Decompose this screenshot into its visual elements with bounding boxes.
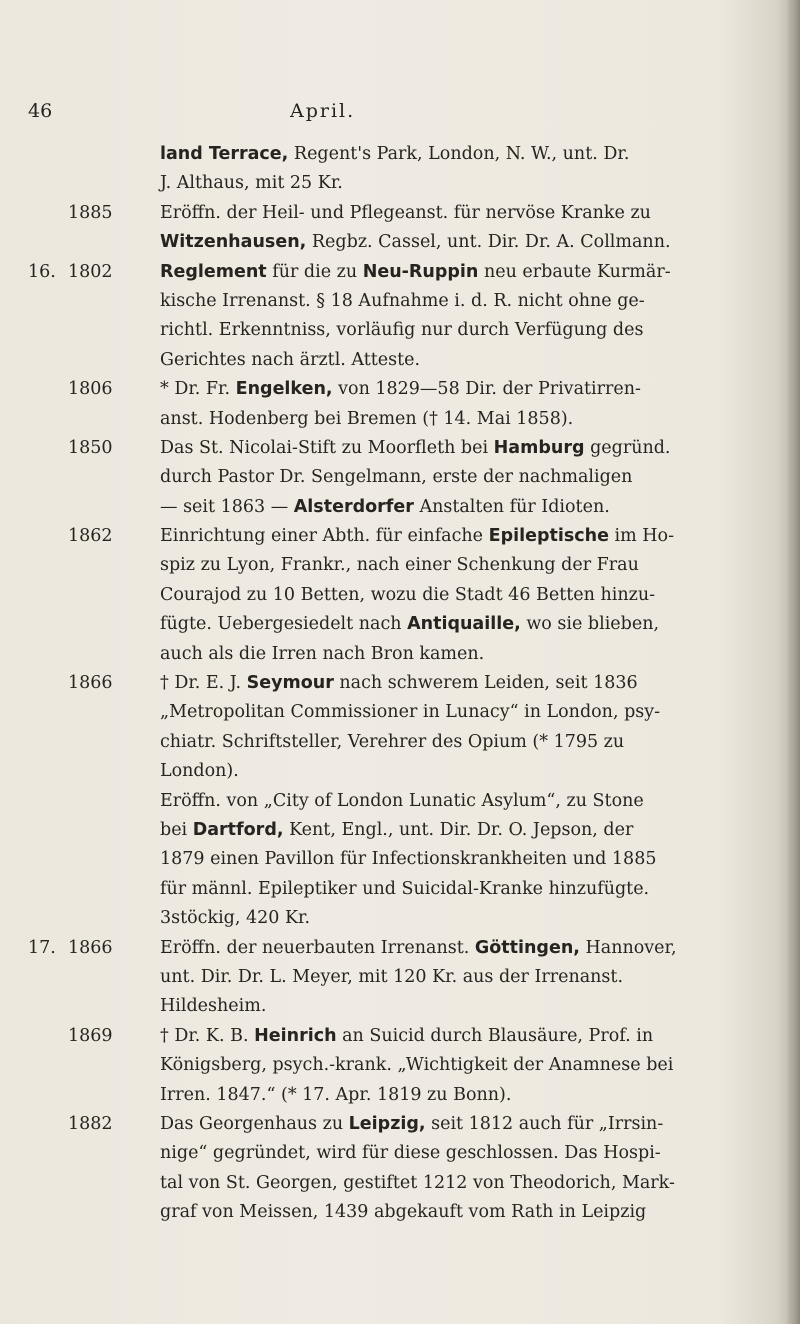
text-line	[28, 787, 788, 816]
text-run: richtl. Erkenntniss, vorläufig nur durch Verfügung des	[160, 320, 644, 341]
line-text	[160, 757, 239, 786]
text-run: Eröffn. der Heil- und Pflegeanst. für nervöse Kranke zu	[160, 202, 651, 223]
text-run: durch Pastor Dr. Sengelmann, erste der nachmaligen	[160, 467, 633, 488]
text-line	[28, 1051, 788, 1080]
page-header	[0, 100, 800, 130]
page-body	[28, 140, 788, 1227]
emphasized-term: land Terrace,	[160, 144, 289, 164]
text-line	[28, 287, 788, 316]
emphasized-term: Seymour	[246, 673, 334, 694]
line-text	[160, 1022, 653, 1051]
line-text	[160, 845, 656, 874]
line-text	[160, 669, 638, 698]
entry-year: 1866	[68, 673, 113, 694]
text-run: graf von Meissen, 1439 abgekauft vom Rath in Leipzig	[160, 1202, 647, 1223]
line-text	[160, 1169, 675, 1198]
line-text	[160, 169, 343, 198]
text-run: Kent, Engl., unt. Dir. Dr. O. Jepson, der	[283, 819, 634, 840]
text-line	[28, 463, 788, 492]
text-line	[28, 904, 788, 933]
text-line	[28, 1169, 788, 1198]
text-line	[28, 551, 788, 580]
text-run: Das St. Nicolai-Stift zu Moorfleth bei	[160, 437, 494, 458]
line-text	[160, 698, 660, 727]
text-line	[28, 1081, 788, 1110]
text-line	[28, 316, 788, 345]
text-line	[28, 816, 788, 845]
text-run: nach schwerem Leiden, seit 1836	[333, 673, 638, 694]
text-line	[28, 1198, 788, 1227]
emphasized-term: Antiquaille,	[407, 614, 521, 635]
line-text	[160, 258, 671, 287]
line-text	[160, 816, 633, 845]
text-run: fügte. Uebergesiedelt nach	[160, 614, 408, 635]
text-line	[28, 640, 788, 669]
emphasized-term: Leipzig,	[348, 1113, 426, 1134]
line-text	[160, 728, 624, 757]
entry-day: 17.	[28, 937, 56, 958]
text-run: kische Irrenanst. § 18 Aufnahme i. d. R. nicht ohne ge-	[160, 290, 645, 311]
text-run: Regbz. Cassel, unt. Dir. Dr. A. Collmann.	[306, 232, 671, 253]
running-title: April.	[290, 100, 356, 122]
text-run: chiatr. Schriftsteller, Verehrer des Opium (* 1795 zu	[160, 731, 625, 752]
text-line	[28, 1139, 788, 1168]
text-line	[28, 610, 788, 639]
emphasized-term: Witzenhausen,	[160, 232, 307, 253]
entry-year: 1806	[68, 379, 113, 400]
text-run: nige“ gegründet, wird für diese geschlossen. Das Hospi-	[160, 1143, 661, 1164]
text-run: Regent's Park, London, N. W., unt. Dr.	[288, 144, 630, 164]
line-text	[160, 405, 573, 434]
text-line	[28, 346, 788, 375]
line-text	[160, 375, 641, 404]
line-text	[160, 963, 623, 992]
text-run: Irren. 1847.“ (* 17. Apr. 1819 zu Bonn).	[160, 1084, 512, 1105]
text-run: „Metropolitan Commissioner in Lunacy“ in London, psy-	[160, 702, 661, 723]
entry-day: 16.	[28, 261, 56, 282]
text-line	[28, 405, 788, 434]
line-text	[160, 1198, 646, 1227]
text-line	[28, 258, 788, 287]
text-line	[28, 728, 788, 757]
text-run: seit 1812 auch für „Irrsin-	[425, 1113, 664, 1134]
line-text	[160, 934, 677, 963]
text-run: neu erbaute Kurmär-	[478, 261, 671, 282]
text-line	[28, 140, 788, 169]
text-line	[28, 228, 788, 257]
entry-year: 1882	[68, 1113, 113, 1134]
line-text	[160, 1110, 663, 1139]
text-run: gegründ.	[584, 437, 671, 458]
line-text	[160, 522, 674, 551]
text-run: Gerichtes nach ärztl. Atteste.	[160, 349, 421, 370]
emphasized-term: Reglement	[160, 261, 267, 282]
line-text	[160, 640, 484, 669]
line-text	[160, 316, 643, 345]
line-text	[160, 581, 655, 610]
emphasized-term: Engelken,	[235, 379, 333, 400]
line-text	[160, 140, 629, 169]
text-run: für die zu	[266, 261, 363, 282]
line-text	[160, 346, 420, 375]
line-text	[160, 228, 671, 257]
entry-year: 1850	[68, 437, 113, 458]
text-line	[28, 992, 788, 1021]
line-text	[160, 287, 645, 316]
text-run: unt. Dir. Dr. L. Meyer, mit 120 Kr. aus der Irrenanst.	[160, 966, 624, 987]
text-line	[28, 757, 788, 786]
line-text	[160, 463, 632, 492]
text-run: — seit 1863 —	[160, 496, 294, 517]
emphasized-term: Dartford,	[192, 819, 284, 840]
text-line	[28, 934, 788, 963]
text-run: Eröffn. der neuerbauten Irrenanst.	[160, 937, 475, 958]
text-line	[28, 963, 788, 992]
text-run: im Ho-	[608, 526, 674, 547]
text-line	[28, 434, 788, 463]
emphasized-term: Neu-Ruppin	[362, 261, 479, 282]
text-run: 3stöckig, 420 Kr.	[160, 908, 311, 929]
line-text	[160, 1139, 661, 1168]
text-line	[28, 169, 788, 198]
text-run: Courajod zu 10 Betten, wozu die Stadt 46 Betten hinzu-	[160, 584, 656, 605]
text-line	[28, 669, 788, 698]
entry-year: 1862	[68, 526, 113, 547]
text-run: auch als die Irren nach Bron kamen.	[160, 643, 485, 664]
entry-year: 1885	[68, 202, 113, 223]
text-run: Das Georgenhaus zu	[160, 1113, 349, 1134]
text-run: * Dr. Fr.	[160, 379, 236, 400]
entry-year: 1869	[68, 1025, 113, 1046]
line-text	[160, 434, 671, 463]
emphasized-term: Alsterdorfer	[293, 496, 414, 517]
text-run: Hildesheim.	[160, 996, 267, 1017]
line-text	[160, 610, 659, 639]
line-text	[160, 493, 610, 522]
line-text	[160, 787, 644, 816]
entry-year: 1802	[68, 261, 113, 282]
text-line	[28, 875, 788, 904]
text-run: bei	[160, 819, 193, 840]
line-text	[160, 904, 310, 933]
page-number: 46	[28, 100, 53, 122]
text-line	[28, 1110, 788, 1139]
line-text	[160, 875, 649, 904]
text-run: Anstalten für Idioten.	[413, 496, 610, 517]
entry-year: 1866	[68, 937, 113, 958]
text-run: Königsberg, psych.-krank. „Wichtigkeit der Anamnese bei	[160, 1055, 674, 1076]
line-text	[160, 551, 639, 580]
emphasized-term: Heinrich	[254, 1025, 337, 1046]
emphasized-term: Hamburg	[493, 437, 585, 458]
text-run: wo sie blieben,	[520, 614, 660, 635]
text-run: † Dr. K. B.	[160, 1025, 255, 1046]
emphasized-term: Göttingen,	[474, 937, 580, 958]
line-text	[160, 992, 266, 1021]
text-line	[28, 845, 788, 874]
emphasized-term: Epileptische	[488, 526, 609, 547]
text-run: Einrichtung einer Abth. für einfache	[160, 526, 489, 547]
text-line	[28, 375, 788, 404]
text-line	[28, 581, 788, 610]
text-run: von 1829—58 Dir. der Privatirren-	[332, 379, 641, 400]
text-line	[28, 698, 788, 727]
text-line	[28, 522, 788, 551]
text-run: Eröffn. von „City of London Lunatic Asylum“, zu Stone	[160, 790, 644, 811]
text-run: Hannover,	[579, 937, 677, 958]
text-run: tal von St. Georgen, gestiftet 1212 von Theodorich, Mark-	[160, 1172, 675, 1193]
line-text	[160, 1051, 673, 1080]
text-run: spiz zu Lyon, Frankr., nach einer Schenkung der Frau	[160, 555, 639, 576]
text-line	[28, 493, 788, 522]
text-line	[28, 1022, 788, 1051]
line-text	[160, 199, 651, 228]
text-run: an Suicid durch Blausäure, Prof. in	[336, 1025, 654, 1046]
text-run: anst. Hodenberg bei Bremen († 14. Mai 1858).	[160, 408, 574, 429]
text-run: London).	[160, 761, 239, 782]
text-line	[28, 199, 788, 228]
text-run: † Dr. E. J.	[160, 673, 247, 694]
line-text	[160, 1081, 511, 1110]
text-run: für männl. Epileptiker und Suicidal-Kranke hinzufügte.	[160, 878, 650, 899]
text-run: J. Althaus, mit 25 Kr.	[160, 173, 343, 194]
text-run: 1879 einen Pavillon für Infectionskrankheiten und 1885	[160, 849, 657, 870]
page-edge-shadow	[786, 0, 800, 1324]
